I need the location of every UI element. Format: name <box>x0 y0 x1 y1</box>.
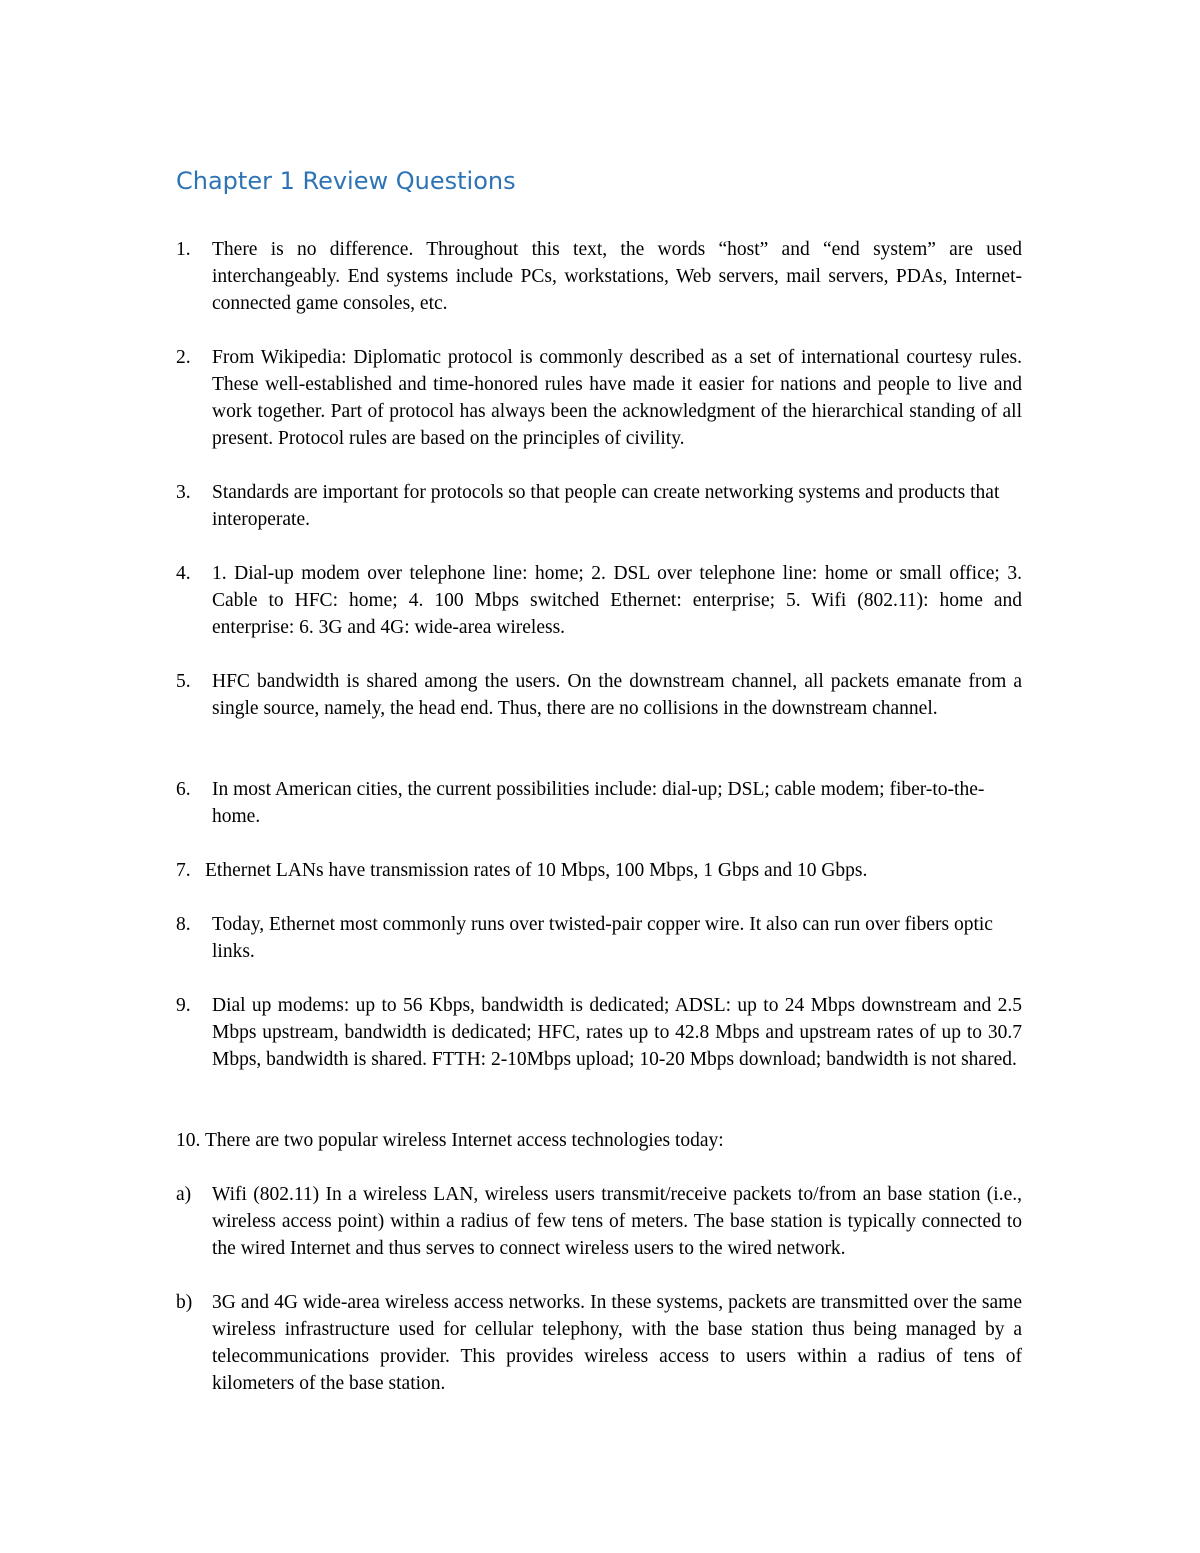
item-text: There are two popular wireless Internet access technologies today: <box>205 1130 724 1151</box>
item-label: b) <box>176 1292 193 1313</box>
item-number: 4. <box>176 563 191 584</box>
list-item <box>176 857 1022 884</box>
item-number: 8. <box>176 914 191 935</box>
item-number: 10. <box>176 1130 201 1151</box>
item-text: Ethernet LANs have transmission rates of 10 Mbps, 100 Mbps, 1 Gbps and 10 Gbps. <box>205 860 868 881</box>
item-text: Wifi (802.11) In a wireless LAN, wireless users transmit/receive packets to/from an base station (i.e., wireless access point) within a radius of few tens of meters. The base station is typically connected to the wired Internet and thus serves to connect wireless users to the wired network. <box>212 1184 1022 1259</box>
item-number: 1. <box>176 239 191 260</box>
sub-list-item <box>176 1289 1022 1397</box>
item-number: 5. <box>176 671 191 692</box>
list-item <box>176 479 1022 533</box>
item-text: Dial up modems: up to 56 Kbps, bandwidth is dedicated; ADSL: up to 24 Mbps downstream and 2.5 Mbps upstream, bandwidth is dedicated; HFC, rates up to 42.8 Mbps and upstream rates of up to 30.7 Mbps, bandwidth is shared. FTTH: 2-10Mbps upload; 10-20 Mbps download; bandwidth is not shared. <box>212 995 1022 1070</box>
item-text: 1. Dial-up modem over telephone line: home; 2. DSL over telephone line: home or small office; 3. Cable to HFC: home; 4. 100 Mbps switched Ethernet: enterprise; 5. Wifi (802.11): home and enterprise: 6. 3G and 4G: wide-area wireless. <box>212 563 1022 638</box>
item-number: 3. <box>176 482 191 503</box>
list-item <box>176 560 1022 641</box>
sub-list-item <box>176 1181 1022 1262</box>
list-item <box>176 776 1022 830</box>
item-text: Today, Ethernet most commonly runs over twisted-pair copper wire. It also can run over fibers optic links. <box>212 914 993 962</box>
item-number: 9. <box>176 995 191 1016</box>
item-text: In most American cities, the current possibilities include: dial-up; DSL; cable modem; fiber-to-the-home. <box>212 779 985 827</box>
item-text: 3G and 4G wide-area wireless access networks. In these systems, packets are transmitted over the same wireless infrastructure used for cellular telephony, with the base station thus being managed by a telecommunications provider. This provides wireless access to users within a radius of tens of kilometers of the base station. <box>212 1292 1022 1394</box>
item-number: 7. <box>176 860 191 881</box>
item-label: a) <box>176 1184 192 1205</box>
item-number: 6. <box>176 779 191 800</box>
item-number: 2. <box>176 347 191 368</box>
list-item <box>176 236 1022 317</box>
list-item <box>176 1127 1022 1154</box>
list-item <box>176 992 1022 1073</box>
list-item <box>176 668 1022 722</box>
page-title: Chapter 1 Review Questions <box>176 167 516 195</box>
list-item <box>176 911 1022 965</box>
item-text: From Wikipedia: Diplomatic protocol is commonly described as a set of international courtesy rules. These well-established and time-honored rules have made it easier for nations and people to live and work together. Part of protocol has always been the acknowledgment of the hierarchical standing of all present. Protocol rules are based on the principles of civility. <box>212 347 1022 449</box>
item-text: HFC bandwidth is shared among the users. On the downstream channel, all packets emanate from a single source, namely, the head end. Thus, there are no collisions in the downstream channel. <box>212 671 1022 719</box>
item-text: Standards are important for protocols so that people can create networking systems and products that interoperate. <box>212 482 1000 530</box>
list-item <box>176 344 1022 452</box>
item-text: There is no difference. Throughout this text, the words “host” and “end system” are used interchangeably. End systems include PCs, workstations, Web servers, mail servers, PDAs, Internet-connected game consoles, etc. <box>212 239 1022 314</box>
